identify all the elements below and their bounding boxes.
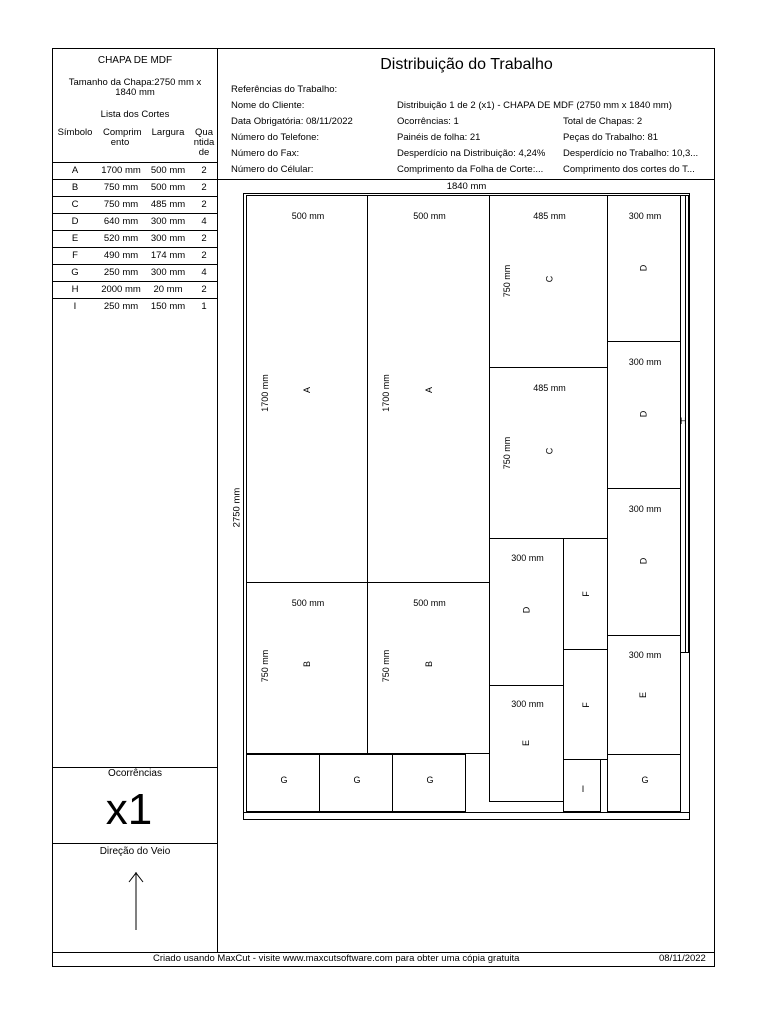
grain-arrow-icon <box>126 870 146 932</box>
occurrences-value: x1 <box>105 785 153 834</box>
panel-b-2-length: 750 mm <box>381 649 391 683</box>
sheet-title: CHAPA DE MDF <box>97 55 173 66</box>
footer-date: 08/11/2022 <box>659 953 706 964</box>
job-reference: Referências do Trabalho: <box>231 84 338 95</box>
panel-g-3 <box>392 754 466 812</box>
panel-d-3-width: 300 mm <box>511 553 544 563</box>
panel-i <box>563 759 601 812</box>
panel-b-1-width: 500 mm <box>291 598 325 608</box>
cut-list-row <box>53 281 217 298</box>
cut-qty: 4 <box>201 216 207 227</box>
panel-c-2-length: 750 mm <box>502 436 512 470</box>
cut-symbol: C <box>71 199 79 210</box>
panel-d-4-width: 300 mm <box>628 504 662 514</box>
panel-c-2 <box>489 367 608 539</box>
cut-length: 250 mm <box>103 267 139 278</box>
cut-list-row <box>53 298 217 315</box>
cut-width: 20 mm <box>153 284 183 295</box>
panel-a-2-symbol: A <box>424 386 435 394</box>
panel-d-2-width: 300 mm <box>628 357 662 367</box>
panel-i-symbol: I <box>581 784 585 794</box>
panel-d-2-symbol: D <box>638 410 649 418</box>
grain-divider <box>52 843 218 844</box>
panel-h-symbol: H <box>680 416 687 426</box>
panel-c-1 <box>489 195 608 368</box>
sheet-layout <box>243 193 690 820</box>
panel-e-2-symbol: E <box>638 691 649 699</box>
cut-symbol: E <box>71 233 79 244</box>
phone-number: Número do Telefone: <box>231 132 320 143</box>
cut-symbol: H <box>71 284 79 295</box>
panel-d-2 <box>607 341 681 489</box>
page-title: Distribuição do Trabalho <box>380 56 553 73</box>
cut-length: 750 mm <box>103 182 139 193</box>
col-qty: Qua ntida de <box>193 127 215 158</box>
panel-g-3-symbol: G <box>426 775 434 785</box>
sheet-size: Tamanho da Chapa:2750 mm x 1840 mm <box>68 77 202 98</box>
sheet-panels-info: Painéis de folha: 21 <box>397 132 481 143</box>
cut-symbol: A <box>71 165 79 176</box>
cut-length: 490 mm <box>103 250 139 261</box>
cut-width: 500 mm <box>150 165 186 176</box>
cut-length: 2000 mm <box>101 284 141 295</box>
cut-symbol: D <box>71 216 79 227</box>
panel-g-2-symbol: G <box>353 775 361 785</box>
cut-list-row <box>53 162 217 179</box>
cut-length: 250 mm <box>103 301 139 312</box>
panel-b-2-symbol: B <box>424 660 435 668</box>
cut-list-row <box>53 179 217 196</box>
col-length: Comprim ento <box>103 127 142 148</box>
cut-list-row <box>53 230 217 247</box>
due-date: Data Obrigatória: 08/11/2022 <box>231 116 353 127</box>
occurrences-info: Ocorrências: 1 <box>397 116 459 127</box>
cut-width: 150 mm <box>150 301 186 312</box>
occurrences-label: Ocorrências <box>108 768 162 779</box>
mobile-number: Número do Célular: <box>231 164 314 175</box>
cut-qty: 4 <box>201 267 207 278</box>
panel-d-3-symbol: D <box>521 606 532 614</box>
cut-width: 174 mm <box>150 250 186 261</box>
panel-g-4-symbol: G <box>641 775 649 785</box>
panel-c-1-length: 750 mm <box>502 264 512 298</box>
panel-e-2-width: 300 mm <box>628 650 662 660</box>
sheet-width-label: 1840 mm <box>446 181 487 192</box>
offcut-line <box>244 812 689 813</box>
panel-e-2 <box>607 635 681 755</box>
cut-symbol: I <box>73 301 77 312</box>
total-sheets-info: Total de Chapas: 2 <box>563 116 643 127</box>
panel-a-2-width: 500 mm <box>413 211 446 221</box>
cut-width: 500 mm <box>150 182 186 193</box>
cut-width: 300 mm <box>150 267 186 278</box>
panel-e-1-width: 300 mm <box>511 699 544 709</box>
waste-distribution-info: Desperdício na Distribuição: 4,24% <box>397 148 546 159</box>
panel-d-4-symbol: D <box>638 557 649 565</box>
cut-qty: 2 <box>201 284 207 295</box>
cut-qty: 2 <box>201 199 207 210</box>
cut-qty: 2 <box>201 182 207 193</box>
cut-list-row <box>53 264 217 281</box>
panel-a-2 <box>367 195 490 583</box>
panel-f-1-symbol: F <box>580 591 591 597</box>
panel-e-1 <box>489 685 564 802</box>
panel-e-1-symbol: E <box>521 739 532 747</box>
client-name: Nome do Cliente: <box>231 100 305 111</box>
cut-list-header <box>53 126 217 162</box>
panel-f-2 <box>563 649 608 760</box>
sheet-height-label: 2750 mm <box>231 487 243 528</box>
cut-qty: 2 <box>201 165 207 176</box>
header-divider <box>218 179 715 180</box>
panel-a-1-symbol: A <box>302 386 313 394</box>
panel-d-4 <box>607 488 681 636</box>
panel-b-2 <box>367 582 490 754</box>
footer-credit: Criado usando MaxCut - visite www.maxcutsoftware.com para obter uma cópia gratuita <box>153 953 520 964</box>
cut-list-header-line <box>52 162 218 163</box>
distribution-info: Distribuição 1 de 2 (x1) - CHAPA DE MDF (2750 mm x 1840 mm) <box>397 100 672 111</box>
cut-length: 750 mm <box>103 199 139 210</box>
panel-d-1-symbol: D <box>638 264 649 272</box>
panel-g-1-symbol: G <box>280 775 288 785</box>
cut-list-row <box>53 196 217 213</box>
panel-a-2-length: 1700 mm <box>381 374 391 412</box>
cut-width: 300 mm <box>150 233 186 244</box>
footer <box>53 952 714 966</box>
sheet-cut-length-info: Comprimento da Folha de Corte:... <box>397 164 544 175</box>
cut-symbol: B <box>71 182 79 193</box>
panel-d-1 <box>607 195 681 343</box>
cut-width: 485 mm <box>150 199 186 210</box>
cut-length: 1700 mm <box>101 165 141 176</box>
cut-qty: 1 <box>201 301 207 312</box>
col-symbol: Símbolo <box>57 127 93 138</box>
panel-d-3 <box>489 538 564 686</box>
panel-f-1 <box>563 538 608 650</box>
panel-c-2-width: 485 mm <box>533 383 566 393</box>
job-pieces-info: Peças do Trabalho: 81 <box>563 132 659 143</box>
sidebar-divider <box>217 48 218 953</box>
panel-a-1-width: 500 mm <box>291 211 325 221</box>
cut-qty: 2 <box>201 250 207 261</box>
waste-job-info: Desperdício no Trabalho: 10,3... <box>563 148 699 159</box>
panel-a-1 <box>246 195 368 583</box>
fax-number: Número do Fax: <box>231 148 300 159</box>
panel-b-1-length: 750 mm <box>260 649 270 683</box>
panel-c-2-symbol: C <box>544 447 555 455</box>
panel-c-1-symbol: C <box>544 275 555 283</box>
cut-list-row <box>53 213 217 230</box>
panel-f-2-symbol: F <box>580 702 591 708</box>
panel-b-1 <box>246 582 368 754</box>
cut-length: 520 mm <box>103 233 139 244</box>
cut-symbol: F <box>72 250 78 261</box>
cut-symbol: G <box>71 267 79 278</box>
panel-b-1-symbol: B <box>302 660 313 668</box>
panel-b-2-width: 500 mm <box>413 598 446 608</box>
cut-list-row <box>53 247 217 264</box>
panel-c-1-width: 485 mm <box>533 211 566 221</box>
cut-width: 300 mm <box>150 216 186 227</box>
col-width: Largura <box>151 127 185 138</box>
panel-g-1 <box>246 754 320 812</box>
grain-label: Direção do Veio <box>99 846 171 857</box>
panel-g-2 <box>319 754 393 812</box>
cut-length: 640 mm <box>103 216 139 227</box>
total-cut-length-info: Comprimento dos cortes do T... <box>563 164 695 175</box>
cut-list-title: Lista dos Cortes <box>100 109 170 120</box>
panel-g-4 <box>607 754 681 812</box>
cut-qty: 2 <box>201 233 207 244</box>
panel-a-1-length: 1700 mm <box>260 374 270 412</box>
panel-d-1-width: 300 mm <box>628 211 662 221</box>
